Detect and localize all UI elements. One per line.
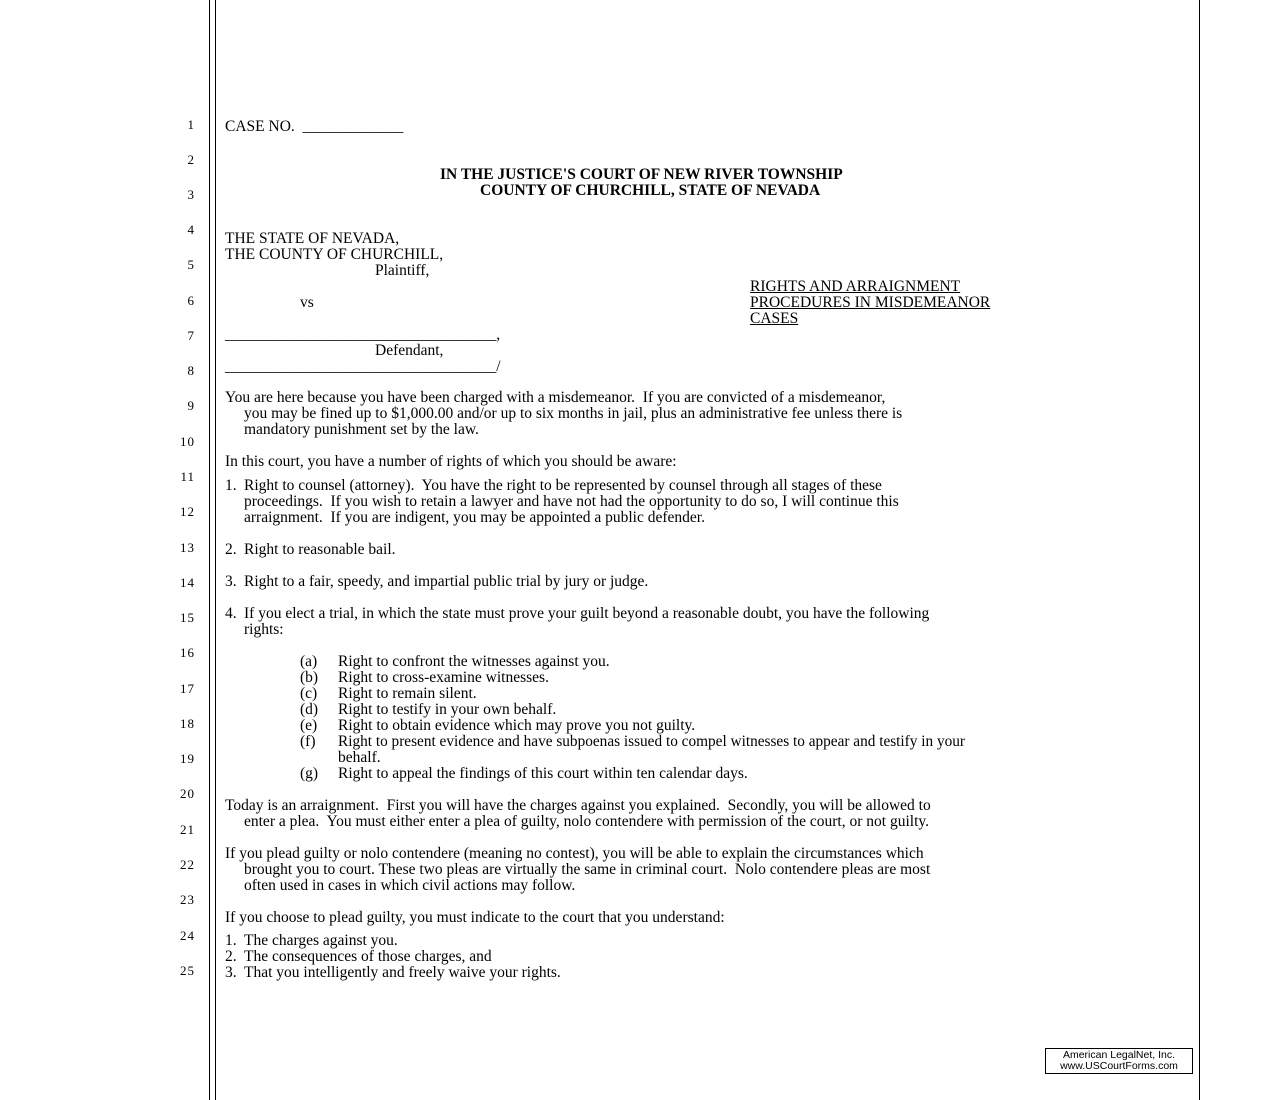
left-margin-rule-inner	[215, 0, 216, 1100]
sub-item-label: (g)	[300, 765, 319, 782]
left-margin-rule-outer	[209, 0, 210, 1100]
sub-item: Right to confront the witnesses against you.	[338, 653, 610, 670]
line-number: 16	[180, 645, 195, 660]
line-number: 22	[180, 857, 195, 872]
line-number: 15	[180, 610, 195, 625]
line-number: 2	[187, 152, 195, 167]
line-number: 9	[187, 398, 195, 413]
right-bail: Right to reasonable bail.	[244, 541, 396, 558]
list-number: 3.	[225, 964, 237, 981]
sub-item: Right to appeal the findings of this court within ten calendar days.	[338, 765, 748, 782]
list-number: 4.	[225, 605, 237, 622]
document-title: CASES	[750, 310, 799, 327]
line-number: 3	[187, 187, 195, 202]
sub-item: Right to present evidence and have subpoenas issued to compel witnesses to appear and testify in your	[338, 733, 966, 750]
understand-item: The consequences of those charges, and	[244, 948, 492, 965]
publisher-website[interactable]: www.USCourtForms.com	[1060, 1060, 1178, 1072]
line-number: 20	[180, 786, 195, 801]
line-number: 1	[187, 117, 195, 132]
sub-item: Right to remain silent.	[338, 685, 477, 702]
plea-paragraph: brought you to court. These two pleas are virtually the same in criminal court. Nolo contendere pleas are most	[244, 861, 931, 878]
sub-item-label: (b)	[300, 669, 319, 686]
publisher-stamp	[1045, 1048, 1193, 1074]
list-number: 1.	[225, 932, 237, 949]
defendant-label: Defendant,	[375, 342, 444, 359]
line-number: 8	[187, 363, 195, 378]
right-counsel: proceedings. If you wish to retain a lawyer and have not had the opportunity to do so, I will continue this	[244, 493, 899, 510]
sub-item: behalf.	[338, 749, 381, 766]
list-number: 3.	[225, 573, 237, 590]
right-trial-election: If you elect a trial, in which the state must prove your guilt beyond a reasonable doubt, you have the following	[244, 605, 930, 622]
line-number: 14	[180, 575, 195, 590]
understand-item: That you intelligently and freely waive your rights.	[244, 964, 561, 981]
caption-closing-blank: ___________________________________/	[225, 358, 501, 375]
line-number: 11	[180, 469, 195, 484]
plea-paragraph: If you plead guilty or nolo contendere (meaning no contest), you will be able to explain the circumstances which	[225, 845, 924, 862]
court-name: IN THE JUSTICE'S COURT OF NEW RIVER TOWNSHIP	[440, 166, 843, 183]
sub-item-label: (e)	[300, 717, 318, 734]
line-number: 17	[180, 681, 195, 696]
line-number: 12	[180, 504, 195, 519]
list-number: 2.	[225, 541, 237, 558]
line-number: 21	[180, 822, 195, 837]
line-number: 6	[187, 293, 195, 308]
list-number: 2.	[225, 948, 237, 965]
arraignment-paragraph: enter a plea. You must either enter a plea of guilty, nolo contendere with permission of the court, or not guilty.	[244, 813, 929, 830]
intro-paragraph: mandatory punishment set by the law.	[244, 421, 479, 438]
case-number: CASE NO. _____________	[225, 118, 404, 135]
party-state: THE STATE OF NEVADA,	[225, 230, 400, 247]
line-number: 7	[187, 328, 195, 343]
intro-paragraph: you may be fined up to $1,000.00 and/or up to six months in jail, plus an administrative fee unless there is	[244, 405, 903, 422]
line-number: 19	[180, 751, 195, 766]
right-margin-rule	[1199, 0, 1200, 1100]
line-number: 24	[180, 928, 195, 943]
right-counsel: Right to counsel (attorney). You have the right to be represented by counsel through all stages of these	[244, 477, 882, 494]
sub-item-label: (c)	[300, 685, 318, 702]
line-number: 5	[187, 257, 195, 272]
sub-item: Right to testify in your own behalf.	[338, 701, 557, 718]
line-number: 10	[180, 434, 195, 449]
line-number: 18	[180, 716, 195, 731]
document-title: PROCEDURES IN MISDEMEANOR	[750, 294, 991, 311]
right-counsel: arraignment. If you are indigent, you may be appointed a public defender.	[244, 509, 705, 526]
right-trial-election: rights:	[244, 621, 284, 638]
sub-item-label: (f)	[300, 733, 316, 750]
line-number: 13	[180, 540, 195, 555]
versus-label: vs	[300, 294, 314, 311]
sub-item-label: (a)	[300, 653, 318, 670]
publisher-name: American LegalNet, Inc.	[1062, 1049, 1176, 1061]
plea-paragraph: often used in cases in which civil actions may follow.	[244, 877, 576, 894]
line-number: 23	[180, 892, 195, 907]
sub-item-label: (d)	[300, 701, 319, 718]
court-county: COUNTY OF CHURCHILL, STATE OF NEVADA	[480, 182, 821, 199]
plaintiff-label: Plaintiff,	[375, 262, 430, 279]
sub-item: Right to obtain evidence which may prove you not guilty.	[338, 717, 696, 734]
line-number: 4	[187, 222, 195, 237]
document-title: RIGHTS AND ARRAIGNMENT	[750, 278, 961, 295]
party-county: THE COUNTY OF CHURCHILL,	[225, 246, 444, 263]
understand-item: The charges against you.	[244, 932, 398, 949]
arraignment-paragraph: Today is an arraignment. First you will have the charges against you explained. Secondly, you will be allowed to	[225, 797, 931, 814]
right-fair-trial: Right to a fair, speedy, and impartial public trial by jury or judge.	[244, 573, 649, 590]
guilty-intro: If you choose to plead guilty, you must indicate to the court that you understand:	[225, 909, 725, 926]
sub-item: Right to cross-examine witnesses.	[338, 669, 549, 686]
intro-paragraph: You are here because you have been charged with a misdemeanor. If you are convicted of a misdemeanor,	[225, 389, 886, 406]
line-number: 25	[180, 963, 195, 978]
list-number: 1.	[225, 477, 237, 494]
defendant-name-blank: ___________________________________,	[225, 326, 501, 343]
rights-intro: In this court, you have a number of rights of which you should be aware:	[225, 453, 677, 470]
